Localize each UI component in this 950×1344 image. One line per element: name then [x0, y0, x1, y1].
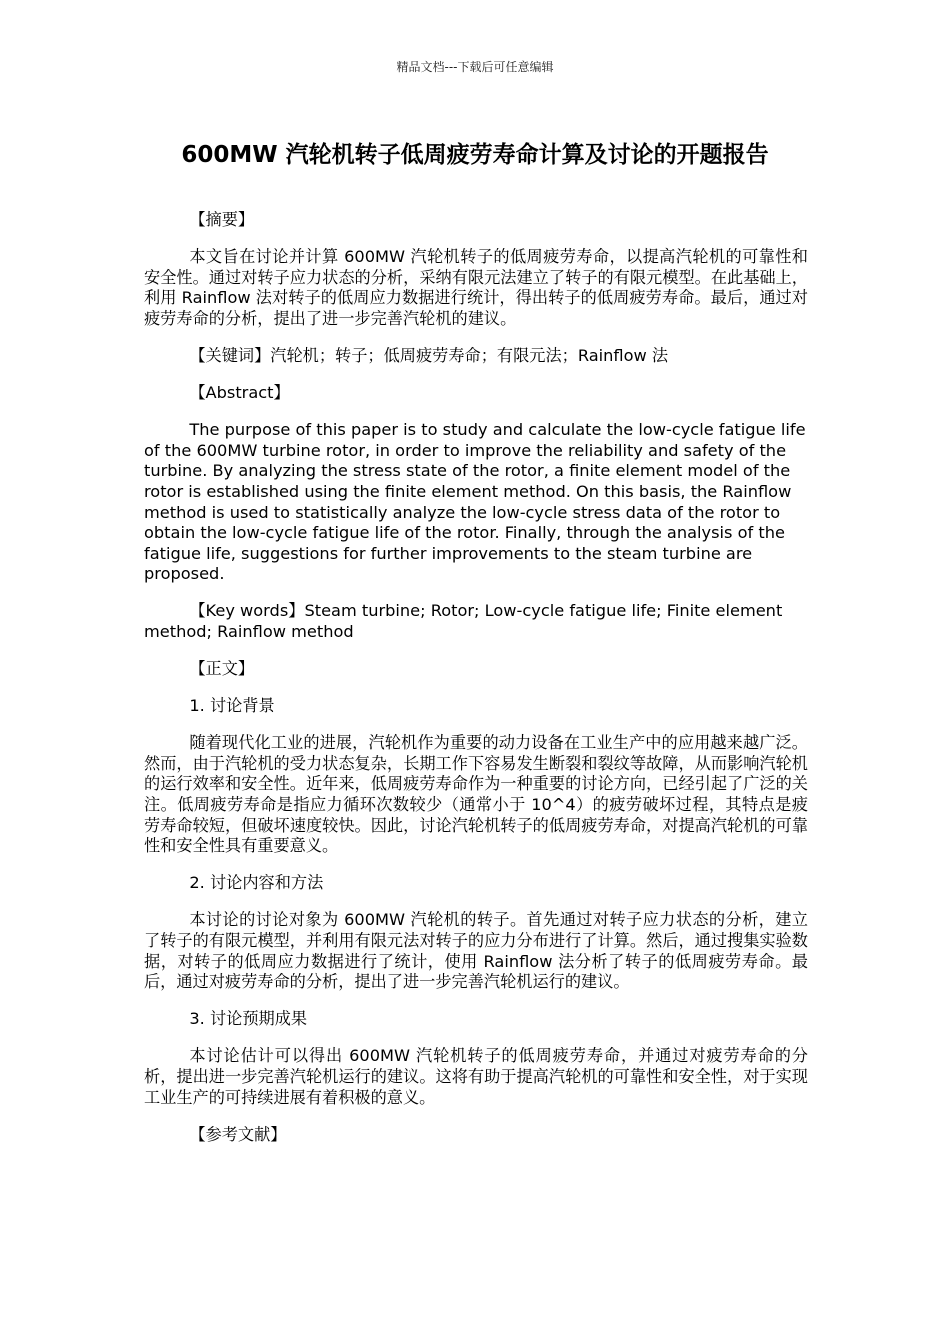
page-header: 精品文档---下载后可任意编辑 — [396, 60, 554, 74]
section-2-body: 本讨论的讨论对象为 600MW 汽轮机的转子。首先通过对转子应力状态的分析，建立了转子的有限元模型，并利用有限元法对转子的应力分布进行了计算。然后，通过搜集实验数据，对转子的低周应力数据进行了统计，使用 Rainflow 法分析了转子的低周疲劳寿命。最后，通过对疲劳寿命的分析，提出了进一步完善汽轮机运行的建议。 — [144, 910, 808, 992]
section-3-heading: 3. 讨论预期成果 — [189, 1009, 308, 1029]
section-1-heading: 1. 讨论背景 — [189, 696, 275, 716]
abstract-en-body: The purpose of this paper is to study and calculate the low-cycle fatigue life of the 600MW turbine rotor, in order to improve the reliability and safety of the turbine. By analyzing the stress state of the rotor, a finite element model of the rotor is established using the finite element method. On this basis, the Rainflow method is used to statistically analyze the low-cycle stress data of the rotor to obtain the low-cycle fatigue life of the rotor. Finally, through the analysis of the fatigue life, suggestions for further improvements to the steam turbine are proposed. — [144, 420, 806, 584]
keywords-en: 【Key words】Steam turbine; Rotor; Low-cycle fatigue life; Finite element method; Rainflow method — [144, 601, 783, 641]
abstract-cn-heading: 【摘要】 — [189, 210, 255, 229]
section-1-body: 随着现代化工业的进展，汽轮机作为重要的动力设备在工业生产中的应用越来越广泛。然而，由于汽轮机的受力状态复杂，长期工作下容易发生断裂和裂纹等故障，从而影响汽轮机的运行效率和安全性。近年来，低周疲劳寿命作为一种重要的讨论方向，已经引起了广泛的关注。低周疲劳寿命是指应力循环次数较少（通常小于 10^4）的疲劳破坏过程，其特点是疲劳寿命较短，但破坏速度较快。因此，讨论汽轮机转子的低周疲劳寿命，对提高汽轮机的可靠性和安全性具有重要意义。 — [144, 733, 808, 856]
section-2-heading: 2. 讨论内容和方法 — [189, 873, 324, 893]
references-heading: 【参考文献】 — [189, 1124, 287, 1144]
abstract-cn-body: 本文旨在讨论并计算 600MW 汽轮机转子的低周疲劳寿命，以提高汽轮机的可靠性和安全性。通过对转子应力状态的分析，采纳有限元法建立了转子的有限元模型。在此基础上，利用 Rainflow 法对转子的低周应力数据进行统计，得出转子的低周疲劳寿命。最后，通过对疲劳寿命的分析，提出了进一步完善汽轮机的建议。 — [144, 247, 808, 328]
document-body — [144, 210, 808, 1162]
keywords-cn: 【关键词】汽轮机；转子；低周疲劳寿命；有限元法；Rainflow 法 — [189, 345, 669, 365]
section-3-body: 本讨论估计可以得出 600MW 汽轮机转子的低周疲劳寿命，并通过对疲劳寿命的分析，提出进一步完善汽轮机运行的建议。这将有助于提高汽轮机的可靠性和安全性，对于实现工业生产的可持续进展有着积极的意义。 — [144, 1046, 808, 1107]
document-title: 600MW 汽轮机转子低周疲劳寿命计算及讨论的开题报告 — [181, 142, 769, 168]
abstract-en-heading: 【Abstract】 — [189, 383, 290, 403]
main-heading: 【正文】 — [189, 659, 255, 679]
